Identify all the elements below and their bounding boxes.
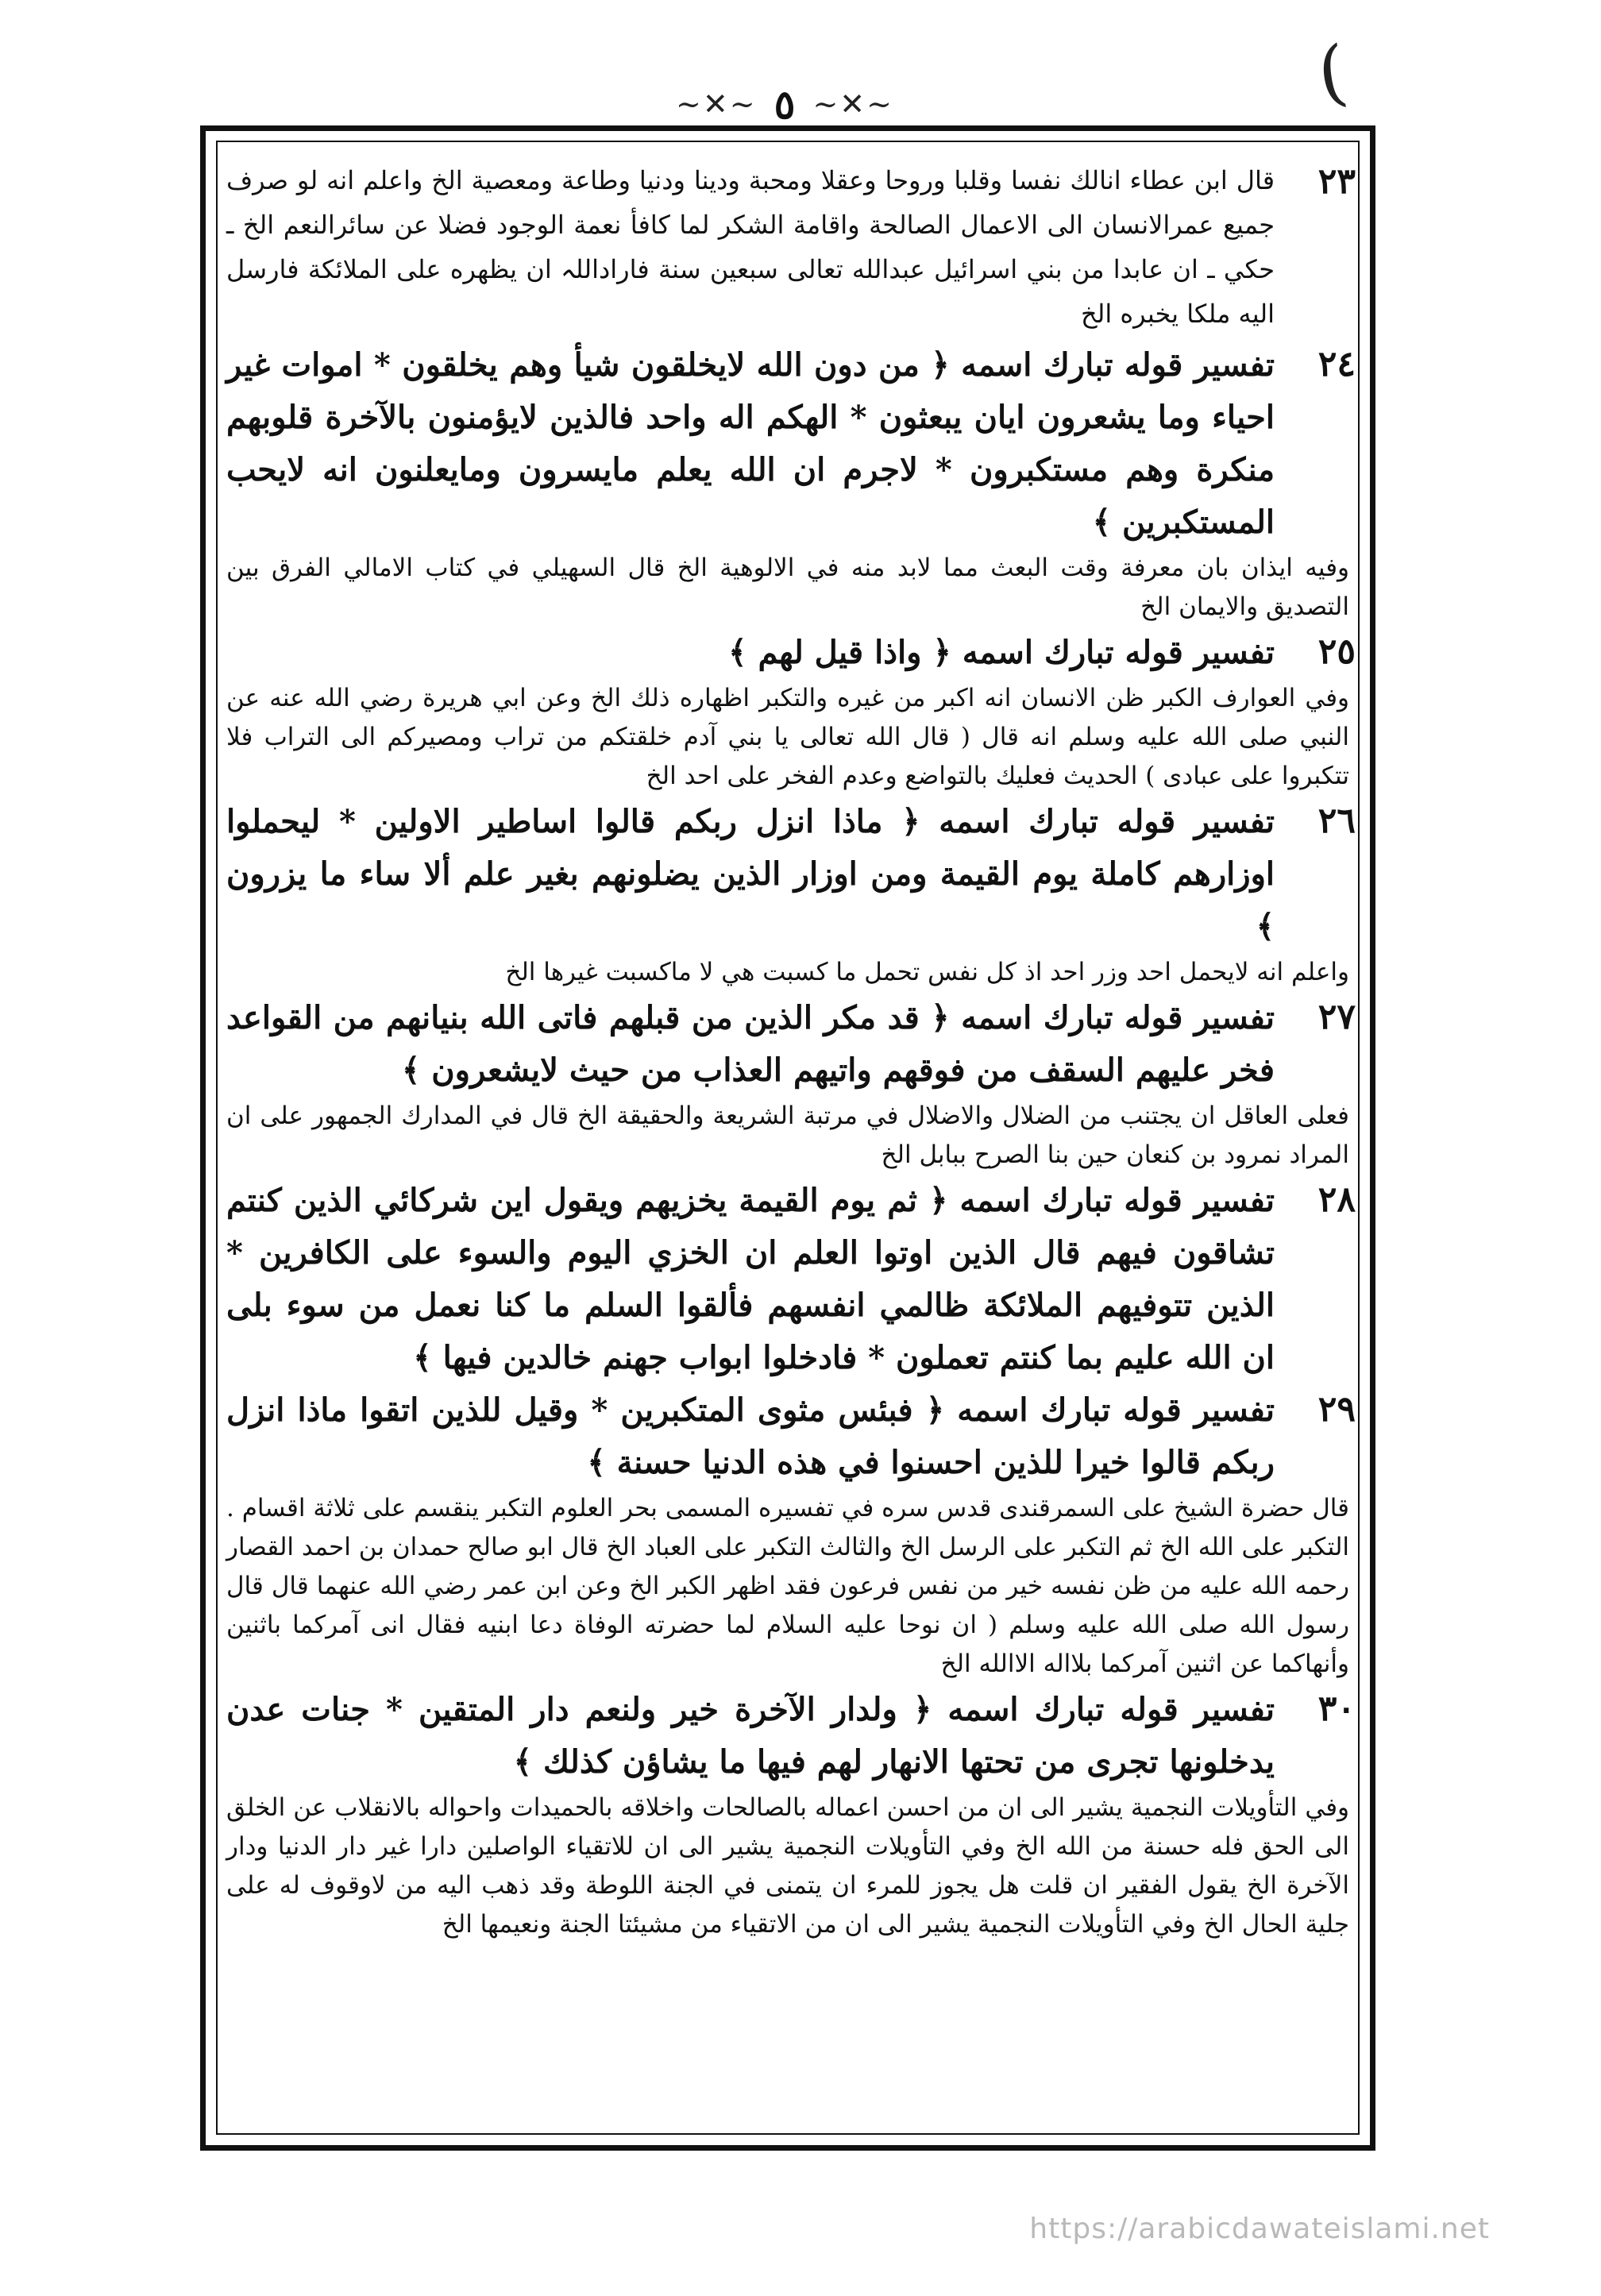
verse-text: تفسير قوله تبارك اسمه ﴿ ماذا انزل ربكم قالوا اساطير الاولين * ليحملوا اوزارهم كاملة يوم القيمة ومن اوزار الذين يضلونهم بغير علم ألا ساء ما يزرون ﴾ <box>226 803 1275 945</box>
commentary-text: قال ابن عطاء انالك نفسا وقلبا وروحا وعقلا ومحبة ودينا ودنيا وطاعة ومعصية الخ واعلم انه لو صرف جميع عمرالانسان الى الاعمال الصالحة واقامة الشكر لما كافأ نعمة الوجود فضلا عن سائرالنعم الخ ـ حكي ـ ان عابدا من بني اسرائيل عبدالله تعالى سبعين سنة فاراداللہ ان يظهره على الملائكة فارسل اليه ملكا يخبره الخ <box>226 165 1275 329</box>
entry-number: ٢٥ <box>1317 631 1356 672</box>
page-corner-mark: ( <box>1312 30 1352 117</box>
page-border-frame <box>200 125 1375 2151</box>
commentary-text: وفي التأويلات النجمية يشير الى ان من احسن اعماله بالصالحات واخلاقه بالحميدات واحواله بالانقلاب عن الخلق الى الحق فله حسنة من الله الخ وفي التأويلات النجمية يشير الى ان للاتقياء الواصلين دارا غير دار الدنيا ودار الآخرة الخ يقول الفقير ان قلت هل يجوز للمرء ان يتمنى في الجنة اللوطة وقد ذهب اليه من لاوقوف له على جلية الحال الخ وفي التأويلات النجمية يشير الى ان من الاتقياء من مشيئتا الجنة ونعيمها الخ <box>226 1793 1349 1939</box>
entry-30 <box>226 1684 1356 1944</box>
entry-number: ٢٧ <box>1317 997 1356 1037</box>
entry-23 <box>226 158 1356 336</box>
entry-number: ٢٦ <box>1317 801 1356 841</box>
entry-number: ٢٣ <box>1317 161 1356 202</box>
header-ornament-left: ~✕~ <box>676 87 757 122</box>
commentary-text: فعلى العاقل ان يجتنب من الضلال والاضلال في مرتبة الشريعة والحقيقة الخ قال في المدارك الجمهور على ان المراد نمرود بن كنعان حين بنا الصرح ببابل الخ <box>226 1102 1349 1169</box>
page-content <box>226 158 1356 2124</box>
verse-text: تفسير قوله تبارك اسمه ﴿ ثم يوم القيمة يخزيهم ويقول اين شركائي الذين كنتم تشاقون فيهم قال الذين اوتوا العلم ان الخزي اليوم والسوء على الكافرين * الذين تتوفيهم الملائكة ظالمي انفسهم فألقوا السلم ما كنا نعمل من سوء بلى ان الله عليم بما كنتم تعملون * فادخلوا ابواب جهنم خالدين فيها ﴾ <box>226 1182 1275 1376</box>
verse-text: تفسير قوله تبارك اسمه ﴿ من دون الله لايخلقون شيأ وهم يخلقون * اموات غير احياء وما يشعرون ايان يبعثون * الهكم اله واحد فالذين لايؤمنون بالآخرة قلوبهم منكرة وهم مستكبرون * لاجرم ان الله يعلم مايسرون ومايعلنون انه لايحب المستكبرين ﴾ <box>226 346 1275 541</box>
entry-number: ٢٤ <box>1317 344 1356 384</box>
source-watermark: https://arabicdawateislami.net <box>1029 2213 1490 2245</box>
entry-29 <box>226 1384 1356 1684</box>
entry-number: ٣٠ <box>1317 1688 1356 1729</box>
entry-28 <box>226 1175 1356 1384</box>
commentary-text: وفيه ايذان بان معرفة وقت البعث مما لابد منه في الالوهية الخ قال السهيلي في كتاب الامالي الفرق بين التصديق والايمان الخ <box>226 554 1349 621</box>
verse-text: تفسير قوله تبارك اسمه ﴿ فبئس مثوى المتكبرين * وقيل للذين اتقوا ماذا انزل ربكم قالوا خيرا للذين احسنوا في هذه الدنيا حسنة ﴾ <box>226 1391 1275 1481</box>
verse-text: تفسير قوله تبارك اسمه ﴿ قد مكر الذين من قبلهم فاتى الله بنيانهم من القواعد فخر عليهم السقف من فوقهم واتيهم العذاب من حيث لايشعرون ﴾ <box>226 999 1275 1089</box>
entry-number: ٢٨ <box>1317 1179 1356 1220</box>
entry-25 <box>226 627 1356 796</box>
commentary-text: وفي العوارف الكبر ظن الانسان انه اكبر من غيره والتكبر اظهاره ذلك الخ وعن ابي هريرة رضي الله عنه عن النبي صلى الله عليه وسلم انه قال ( قال الله تعالى يا بني آدم خلقتكم من تراب ومصيركم الى التراب فلا تتكبروا على عبادى ) الحديث فعليك بالتواضع وعدم الفخر على احد الخ <box>226 684 1349 790</box>
commentary-text: واعلم انه لايحمل احد وزر احد اذ كل نفس تحمل ما كسبت هي لا ماكسبت غيرها الخ <box>505 958 1349 986</box>
entry-26 <box>226 796 1356 992</box>
entry-number: ٢٩ <box>1317 1389 1356 1430</box>
verse-text: تفسير قوله تبارك اسمه ﴿ ولدار الآخرة خير ولنعم دار المتقين * جنات عدن يدخلونها تجرى من تحتها الانهار لهم فيها ما يشاؤن كذلك ﴾ <box>226 1691 1275 1781</box>
verse-text: تفسير قوله تبارك اسمه ﴿ واذا قيل لهم ﴾ <box>728 634 1275 671</box>
commentary-text: قال حضرة الشيخ على السمرقندى قدس سره في تفسيره المسمى بحر العلوم التكبر ينقسم على ثلاثة اقسام . التكبر على الله الخ ثم التكبر على الرسل الخ والثالث التكبر على العباد الخ قال ابو صالح حمدان بن احمد القصار رحمه الله عليه من ظن نفسه خير من نفس فرعون فقد اظهر الكبر الخ وعن ابن عمر رضي الله عنهما قال قال رسول الله صلى الله عليه وسلم ( ان نوحا عليه السلام لما حضرته الوفاة دعا ابنيه فقال انى آمركما باثنين وأنهاكما عن اثنين آمركما بلااله الاالله الخ <box>226 1494 1349 1678</box>
entry-24 <box>226 339 1356 627</box>
entry-27 <box>226 992 1356 1175</box>
page-number: ٥ <box>773 80 796 128</box>
page-header <box>676 76 893 132</box>
header-ornament-right: ~✕~ <box>812 87 893 122</box>
